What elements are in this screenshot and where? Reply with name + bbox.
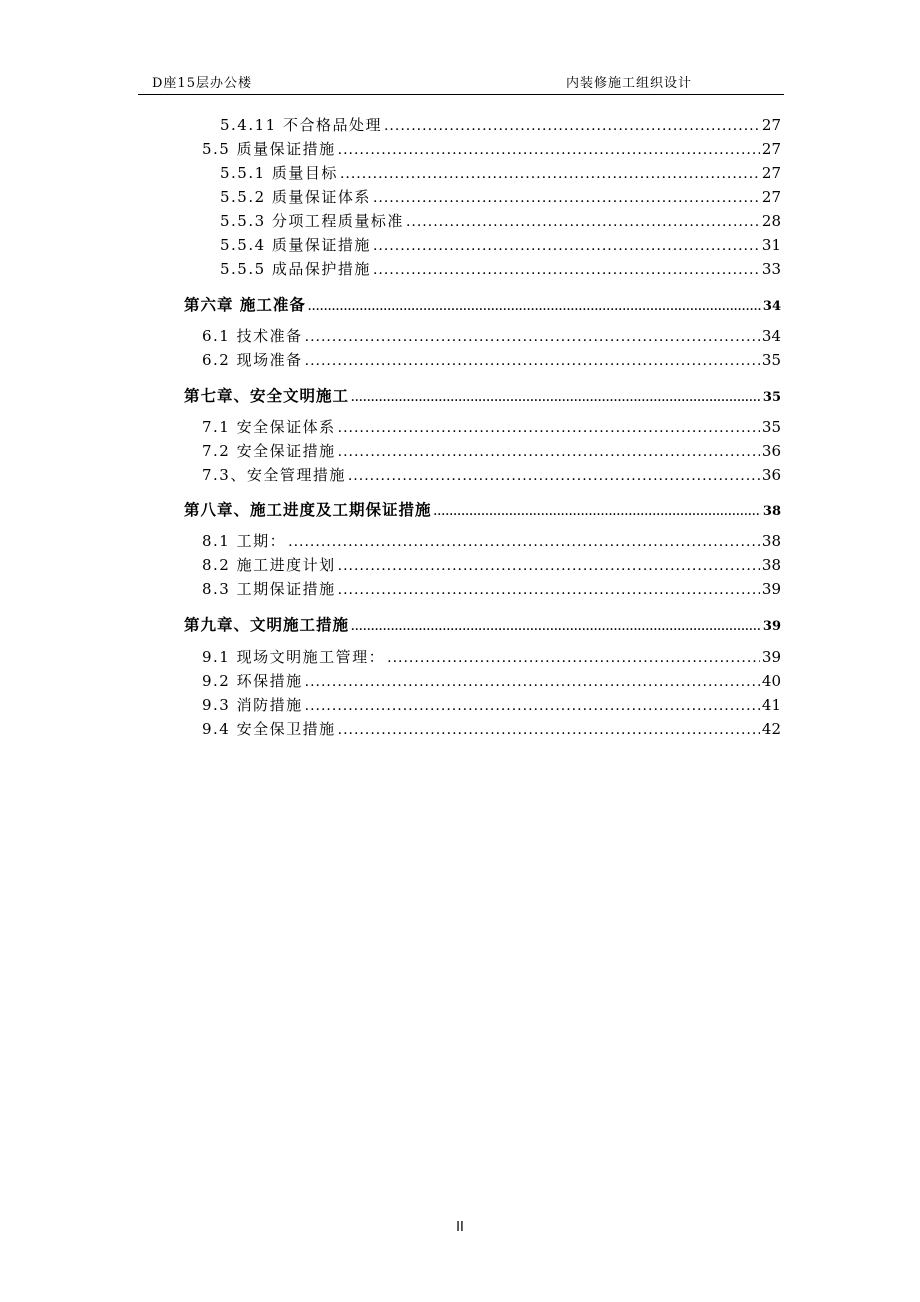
toc-entry[interactable] xyxy=(202,530,781,552)
toc-entry-page: 39 xyxy=(762,619,781,634)
toc-entry[interactable] xyxy=(202,578,781,600)
toc-leader-dots xyxy=(351,393,761,404)
toc-entry[interactable] xyxy=(202,138,781,160)
toc-leader-dots xyxy=(288,534,760,550)
toc-entry[interactable] xyxy=(220,210,781,232)
page-number: II xyxy=(456,1220,464,1235)
page-header xyxy=(138,70,784,95)
toc-entry-page: 40 xyxy=(761,672,781,690)
toc-entry-title: 9.2 环保措施 xyxy=(202,672,303,690)
toc-entry-page: 36 xyxy=(761,442,781,460)
toc-entry-page: 34 xyxy=(762,299,781,314)
toc-chapter-entry[interactable] xyxy=(184,498,781,520)
toc-entry[interactable] xyxy=(220,234,781,256)
toc-leader-dots xyxy=(338,420,760,436)
toc-leader-dots xyxy=(338,444,760,460)
toc-entry-title: 第八章、施工进度及工期保证措施 xyxy=(184,500,432,519)
toc-entry-title: 9.3 消防措施 xyxy=(202,696,303,714)
toc-entry[interactable] xyxy=(220,258,781,280)
toc-entry-page: 35 xyxy=(761,351,781,369)
toc-entry[interactable] xyxy=(202,464,781,486)
toc-entry[interactable] xyxy=(202,670,781,692)
toc-entry-title: 5.5 质量保证措施 xyxy=(202,140,336,158)
toc-entry[interactable] xyxy=(202,646,781,668)
toc-leader-dots xyxy=(340,166,760,182)
toc-entry-page: 39 xyxy=(761,580,781,598)
toc-entry-title: 6.1 技术准备 xyxy=(202,327,303,345)
toc-entry-title: 8.1 工期： xyxy=(202,532,287,550)
toc-entry-title: 8.2 施工进度计划 xyxy=(202,556,336,574)
toc-entry-title: 5.5.4 质量保证措施 xyxy=(220,236,371,254)
toc-entry-title: 6.2 现场准备 xyxy=(202,351,303,369)
toc-entry[interactable] xyxy=(202,416,781,438)
toc-entry-page: 28 xyxy=(761,212,781,230)
toc-leader-dots xyxy=(406,214,760,230)
toc-entry-title: 9.4 安全保卫措施 xyxy=(202,720,336,738)
toc-entry[interactable] xyxy=(202,349,781,371)
toc-leader-dots xyxy=(373,190,760,206)
toc-entry-title: 9.1 现场文明施工管理： xyxy=(202,648,386,666)
toc-entry-title: 7.1 安全保证体系 xyxy=(202,418,336,436)
toc-leader-dots xyxy=(338,582,760,598)
toc-entry-title: 7.3、安全管理措施 xyxy=(202,466,346,484)
toc-entry-title: 5.5.1 质量目标 xyxy=(220,164,338,182)
toc-leader-dots xyxy=(305,353,760,369)
toc-entry[interactable] xyxy=(220,186,781,208)
toc-entry-page: 33 xyxy=(761,260,781,278)
toc-entry-page: 31 xyxy=(761,236,781,254)
toc-entry-page: 34 xyxy=(761,327,781,345)
toc-leader-dots xyxy=(305,674,760,690)
toc-leader-dots xyxy=(387,650,760,666)
toc-chapter-entry[interactable] xyxy=(184,293,781,315)
toc-entry-page: 35 xyxy=(761,418,781,436)
toc-leader-dots xyxy=(384,118,760,134)
toc-entry-page: 27 xyxy=(761,116,781,134)
toc-leader-dots xyxy=(305,329,760,345)
toc-entry-title: 8.3 工期保证措施 xyxy=(202,580,336,598)
toc-entry[interactable] xyxy=(202,440,781,462)
toc-leader-dots xyxy=(373,262,760,278)
toc-entry-page: 38 xyxy=(761,532,781,550)
toc-entry-title: 第六章 施工准备 xyxy=(184,295,306,314)
toc-entry-page: 35 xyxy=(762,390,781,405)
header-project-name: D座15层办公楼 xyxy=(152,76,252,91)
toc-leader-dots xyxy=(338,142,760,158)
toc-entry-page: 41 xyxy=(761,696,781,714)
toc-entry[interactable] xyxy=(202,694,781,716)
toc-leader-dots xyxy=(338,558,760,574)
toc-leader-dots xyxy=(434,507,761,518)
toc-entry-page: 27 xyxy=(761,164,781,182)
toc-entry-title: 第七章、安全文明施工 xyxy=(184,386,350,405)
toc-entry-title: 7.2 安全保证措施 xyxy=(202,442,336,460)
header-document-title: 内装修施工组织设计 xyxy=(566,76,693,91)
toc-entry[interactable] xyxy=(202,718,781,740)
toc-entry[interactable] xyxy=(220,114,781,136)
toc-entry-page: 42 xyxy=(761,720,781,738)
toc-entry-page: 39 xyxy=(761,648,781,666)
toc-entry-title: 5.5.2 质量保证体系 xyxy=(220,188,371,206)
toc-entry[interactable] xyxy=(220,162,781,184)
toc-entry-title: 5.5.3 分项工程质量标准 xyxy=(220,212,404,230)
toc-leader-dots xyxy=(338,722,760,738)
toc-entry[interactable] xyxy=(202,554,781,576)
toc-chapter-entry[interactable] xyxy=(184,613,781,635)
toc-entry-title: 5.5.5 成品保护措施 xyxy=(220,260,371,278)
toc-entry-title: 第九章、文明施工措施 xyxy=(184,615,350,634)
toc-entry-page: 27 xyxy=(761,140,781,158)
toc-entry-title: 5.4.11 不合格品处理 xyxy=(220,116,382,134)
toc-entry-page: 36 xyxy=(761,466,781,484)
toc-leader-dots xyxy=(308,302,761,313)
toc-entry-page: 27 xyxy=(761,188,781,206)
toc-entry[interactable] xyxy=(202,325,781,347)
toc-entry-page: 38 xyxy=(762,504,781,519)
toc-entry-page: 38 xyxy=(761,556,781,574)
toc-leader-dots xyxy=(305,698,760,714)
toc-leader-dots xyxy=(348,468,760,484)
toc-leader-dots xyxy=(373,238,760,254)
toc-chapter-entry[interactable] xyxy=(184,384,781,406)
toc-leader-dots xyxy=(351,622,761,633)
